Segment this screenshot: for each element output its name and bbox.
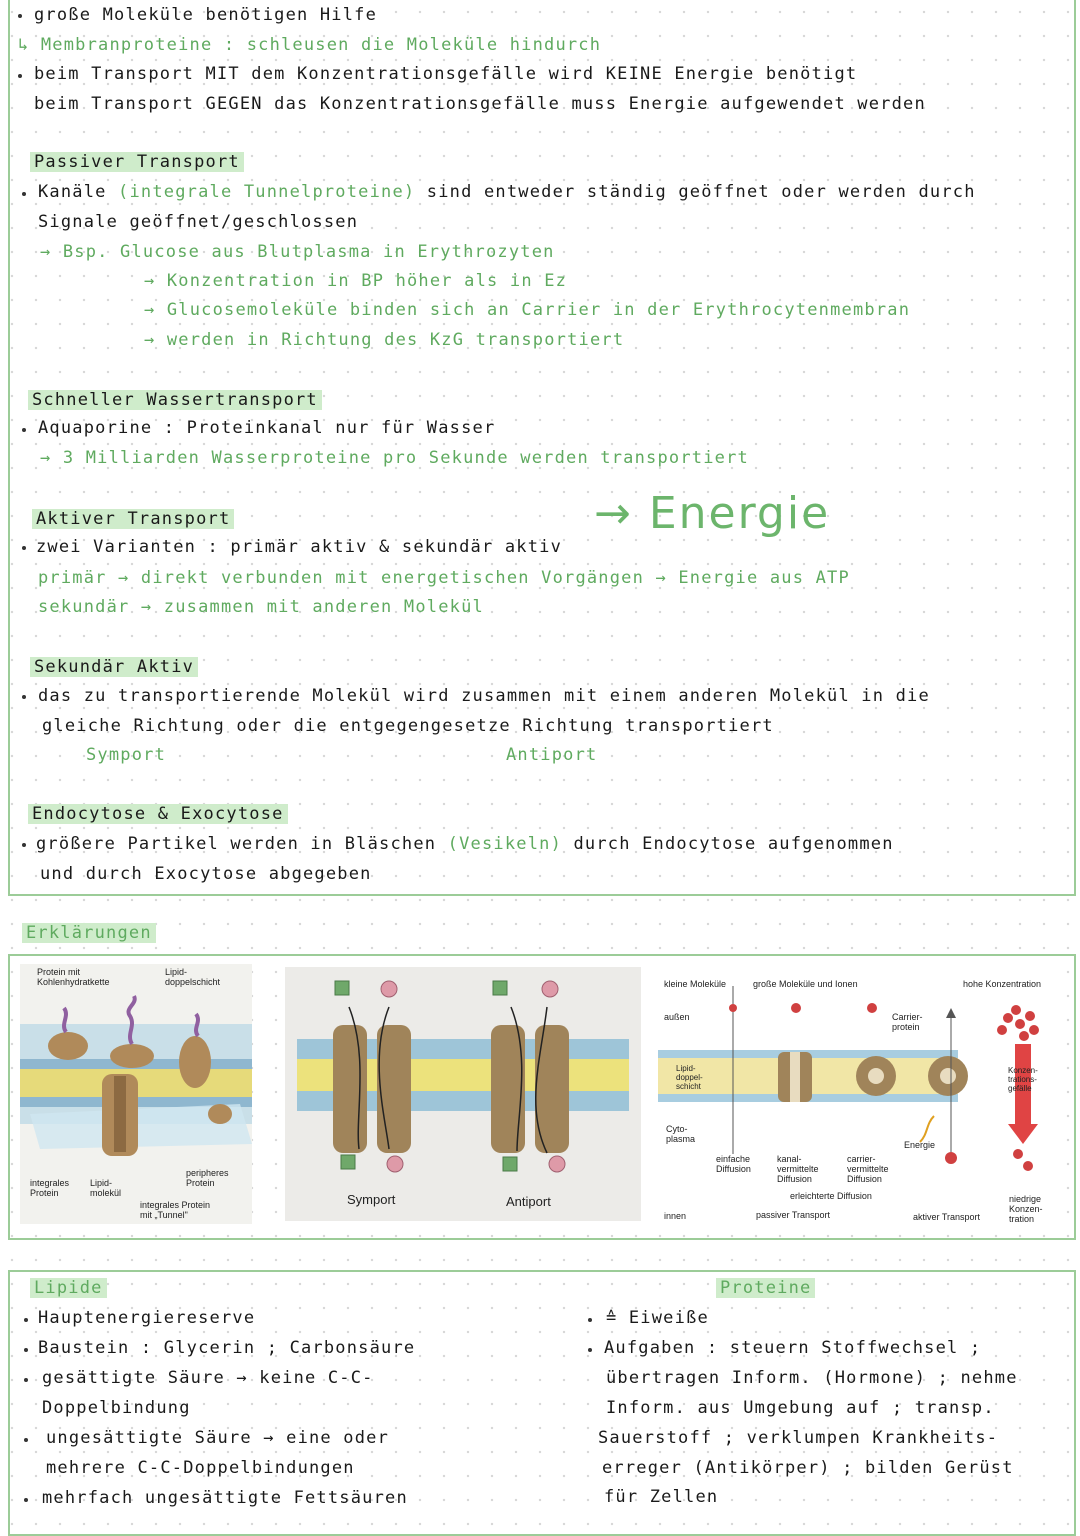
transport-types-figure (658, 964, 1060, 1228)
label-outside: außen (664, 1012, 690, 1022)
label-low-concentration: niedrige Konzen- tration (1009, 1194, 1043, 1224)
proteins-line-1: ≙ Eiweiße (606, 1308, 709, 1328)
passive-line-6: → werden in Richtung des KzG transportiert (144, 330, 625, 350)
lipids-line-4: Doppelbindung (42, 1398, 191, 1418)
proteins-line-6: erreger (Antikörper) ; bilden Gerüst (602, 1458, 1014, 1478)
secondary-heading: Sekundär Aktiv (30, 657, 198, 677)
bullet (22, 192, 26, 196)
bullet (24, 1378, 28, 1382)
label-integral-protein: integrales Protein (30, 1178, 70, 1198)
passive-line-2: Signale geöffnet/geschlossen (38, 212, 359, 232)
water-line-1: Aquaporine : Proteinkanal nur für Wasser (38, 418, 496, 438)
water-heading: Schneller Wassertransport (28, 390, 322, 410)
proteins-line-2: Aufgaben : steuern Stoffwechsel ; (604, 1338, 982, 1358)
symport-antiport-illustration (285, 967, 641, 1221)
label-large-molecules: große Moleküle und Ionen (753, 979, 858, 989)
label-carrier-diffusion: carrier- vermittelte Diffusion (847, 1154, 889, 1184)
label-high-concentration: hohe Konzentration (963, 979, 1042, 989)
top-line-4: beim Transport GEGEN das Konzentrationsgefälle muss Energie aufgewendet werden (34, 94, 926, 114)
label-peripheral-protein: peripheres Protein (186, 1168, 229, 1188)
bullet (24, 1438, 28, 1442)
label-active: aktiver Transport (913, 1212, 981, 1222)
label-channel-diffusion: kanal- vermittelte Diffusion (777, 1154, 819, 1184)
lipids-line-1: Hauptenergiereserve (38, 1308, 256, 1328)
lipids-line-2: Baustein : Glycerin ; Carbonsäure (38, 1338, 416, 1358)
proteins-line-4: Inform. aus Umgebung auf ; transp. (606, 1398, 995, 1418)
label-carrier-protein: Carrier- protein (892, 1012, 923, 1032)
energy-annotation: → Energie (594, 488, 831, 539)
water-line-2: → 3 Milliarden Wasserproteine pro Sekunde werden transportiert (40, 448, 749, 468)
bullet (22, 695, 26, 699)
label-cytoplasm: Cyto- plasma (666, 1124, 696, 1144)
bullet (588, 1318, 592, 1322)
passive-line-4: → Konzentration in BP höher als in Ez (144, 271, 568, 291)
passive-line-1: Kanäle (integrale Tunnelproteine) sind entweder ständig geöffnet oder werden durch (38, 182, 976, 202)
label-simple-diffusion: einfache Diffusion (716, 1154, 751, 1174)
endo-heading: Endocytose & Exocytose (28, 804, 288, 824)
symport-label: Symport (86, 745, 167, 765)
label-facilitated: erleichterte Diffusion (790, 1191, 872, 1201)
symport-antiport-figure (285, 967, 641, 1221)
label-integral-tunnel: integrales Protein mit „Tunnel" (140, 1200, 211, 1220)
bullet (18, 74, 22, 78)
lipids-line-7: mehrfach ungesättigte Fettsäuren (42, 1488, 408, 1508)
active-line-2: primär → direkt verbunden mit energetischen Vorgängen → Energie aus ATP (38, 568, 850, 588)
label-energy: Energie (904, 1140, 936, 1150)
explain-heading: Erklärungen (22, 923, 156, 943)
proteins-line-5: Sauerstoff ; verklumpen Krankheits- (598, 1428, 999, 1448)
bullet (24, 1498, 28, 1502)
label-small-molecules: kleine Moleküle (664, 979, 727, 989)
lipids-heading: Lipide (30, 1278, 107, 1298)
transport-types-illustration (658, 964, 1060, 1228)
passive-line-5: → Glucosemoleküle binden sich an Carrier in der Erythrocytenmembran (144, 300, 911, 320)
passive-heading: Passiver Transport (30, 152, 244, 172)
label-gradient: Konzen- trations- gefälle (1008, 1066, 1038, 1093)
top-line-3: beim Transport MIT dem Konzentrationsgefälle wird KEINE Energie benötigt (34, 64, 858, 84)
lipids-line-3: gesättigte Säure → keine C-C- (42, 1368, 374, 1388)
active-line-3: sekundär → zusammen mit anderen Molekül (38, 597, 484, 617)
bullet (22, 428, 26, 432)
membrane-model-figure (20, 964, 252, 1224)
top-line-2: ↳ Membranproteine : schleusen die Moleküle hindurch (18, 35, 602, 55)
fig-antiport-label: Antiport (506, 1194, 551, 1209)
lipids-line-5: ungesättigte Säure → eine oder (46, 1428, 390, 1448)
proteins-heading: Proteine (716, 1278, 815, 1298)
top-line-1: große Moleküle benötigen Hilfe (34, 5, 378, 25)
label-lipid-bilayer: Lipid- doppelschicht (165, 967, 221, 987)
fig-symport-label: Symport (347, 1192, 396, 1207)
bullet (22, 843, 26, 847)
label-passive: passiver Transport (756, 1210, 831, 1220)
bullet (24, 1348, 28, 1352)
secondary-line-1: das zu transportierende Molekül wird zusammen mit einem anderen Molekül in die (38, 686, 930, 706)
label-protein-carb: Protein mit Kohlenhydratkette (37, 967, 110, 987)
passive-line-3: → Bsp. Glucose aus Blutplasma in Erythrozyten (40, 242, 555, 262)
bullet (18, 14, 22, 18)
label-inside: innen (664, 1211, 687, 1221)
label-lipid-bilayer-3: Lipid- doppel- schicht (676, 1064, 703, 1091)
bullet (24, 1318, 28, 1322)
antiport-label: Antiport (506, 745, 598, 765)
endo-line-1: größere Partikel werden in Bläschen (Vesikeln) durch Endocytose aufgenommen (36, 834, 894, 854)
lipids-line-6: mehrere C-C-Doppelbindungen (46, 1458, 355, 1478)
endo-line-2: und durch Exocytose abgegeben (40, 864, 372, 884)
label-lipid-molecule: Lipid- molekül (90, 1178, 122, 1198)
bullet (588, 1348, 592, 1352)
proteins-line-7: für Zellen (604, 1487, 719, 1507)
active-line-1: zwei Varianten : primär aktiv & sekundär aktiv (36, 537, 563, 557)
active-heading: Aktiver Transport (32, 509, 234, 529)
secondary-line-2: gleiche Richtung oder die entgegengesetze Richtung transportiert (42, 716, 774, 736)
proteins-line-3: übertragen Inform. (Hormone) ; nehme (606, 1368, 1018, 1388)
bullet (22, 546, 26, 550)
